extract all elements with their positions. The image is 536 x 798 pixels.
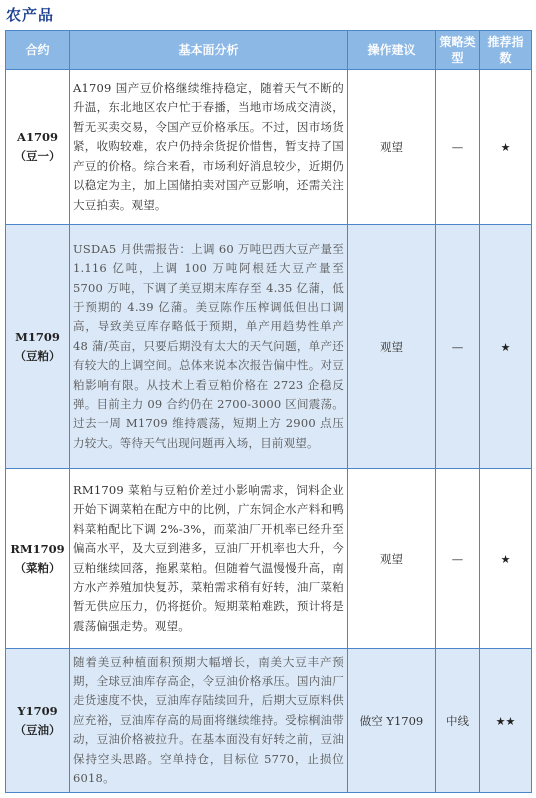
advice-cell: 做空 Y1709 <box>348 649 436 793</box>
contract-cell <box>6 70 70 225</box>
analysis-cell: RM1709 菜粕与豆粕价差过小影响需求，饲料企业开始下调菜粕在配方中的比例，广东饲企水产料和鸭料菜粕配比下调 2%-3%，而菜油厂开机率已经升至偏高水平，及大豆到港多，豆油厂开机率也大升，今豆粕继续回落，拖累菜粕。但随着气温慢慢升高，南方水产养殖加快复苏，菜粕需求稍有好转，油厂菜粕暂无供应压力，仍将挺价。短期菜粕难跌，预计将是震荡偏强走势。观望。 <box>70 469 348 649</box>
rating-cell <box>480 469 532 649</box>
contract-code: Y1709 <box>17 703 58 718</box>
table-row <box>6 649 532 793</box>
analysis-cell: A1709 国产豆价格继续维持稳定，随着天气不断的升温，东北地区农户忙于春播，当地市场成交清淡，暂无买卖交易，令国产豆价格承压。不过，因市场货紧，收购较难，农户仍持余货捉价惜售，暂支持了国产豆的价格。综合来看，市场利好消息较少，近期仍以稳定为主，加上国储拍卖对国产豆影响，还需关注大豆拍卖。观望。 <box>70 70 348 225</box>
contract-name: （豆油） <box>14 722 61 737</box>
table-row <box>6 70 532 225</box>
strategy-cell: — <box>436 469 480 649</box>
rating-cell <box>480 70 532 225</box>
header-analysis: 基本面分析 <box>70 31 348 70</box>
contract-cell <box>6 469 70 649</box>
advice-cell: 观望 <box>348 225 436 469</box>
advice-cell: 观望 <box>348 469 436 649</box>
contract-name: （菜粕） <box>14 560 61 575</box>
strategy-cell: — <box>436 70 480 225</box>
star-icon: ★ <box>500 552 511 566</box>
rating-cell <box>480 649 532 793</box>
strategy-cell: — <box>436 225 480 469</box>
rating-cell <box>480 225 532 469</box>
strategy-cell: 中线 <box>436 649 480 793</box>
table-header-row <box>6 31 532 70</box>
star-icon: ★★ <box>495 714 516 728</box>
contract-code: M1709 <box>15 329 60 344</box>
analysis-cell: USDA5 月供需报告：上调 60 万吨巴西大豆产量至 1.116 亿吨，上调 100 万吨阿根廷大豆产量至 5700 万吨，下调了美豆期末库存至 4.35 亿蒲，低于预期的 4.39 亿蒲。美豆陈作压榨调低但出口调高，导致美豆库存略低于预期，单产用趋势性单产 48 蒲/英亩，只要后期没有太大的天气问题，单产还有较大的上调空间。总体来说本次报告偏中性。对豆粕影响有限。从技术上看豆粕价格在 2723 企稳反弹。目前主力 09 合约仍在 2700-3000 区间震荡。过去一周 M1709 维持震荡，短期上方 2900 点压力较大。等待天气出现问题再入场，目前观望。 <box>70 225 348 469</box>
header-strategy: 策略类型 <box>436 31 480 70</box>
contract-cell <box>6 649 70 793</box>
contract-name: （豆粕） <box>14 348 61 363</box>
header-advice: 操作建议 <box>348 31 436 70</box>
contract-code: RM1709 <box>10 541 65 556</box>
star-icon: ★ <box>500 141 511 154</box>
star-icon: ★ <box>500 340 511 354</box>
contract-name: （豆一） <box>14 149 61 163</box>
header-contract: 合约 <box>6 31 70 70</box>
table-row <box>6 469 532 649</box>
analysis-cell: 随着美豆种植面积预期大幅增长，南美大豆丰产预期，全球豆油库存高企，令豆油价格承压。国内油厂走货速度不快，豆油库存陆续回升，后期大豆原料供应充裕，豆油库存高的局面将继续维持。受棕榈油带动，豆油价格被拉升。在基本面没有好转之前，豆油保持空头思路。空单持仓，目标位 5770，止损位 6018。 <box>70 649 348 793</box>
table-row <box>6 225 532 469</box>
contract-cell <box>6 225 70 469</box>
section-title: 农产品 <box>6 6 55 24</box>
advice-cell: 观望 <box>348 70 436 225</box>
contract-code: A1709 <box>17 130 58 144</box>
header-rating: 推荐指数 <box>480 31 532 70</box>
analysis-table <box>5 30 532 793</box>
